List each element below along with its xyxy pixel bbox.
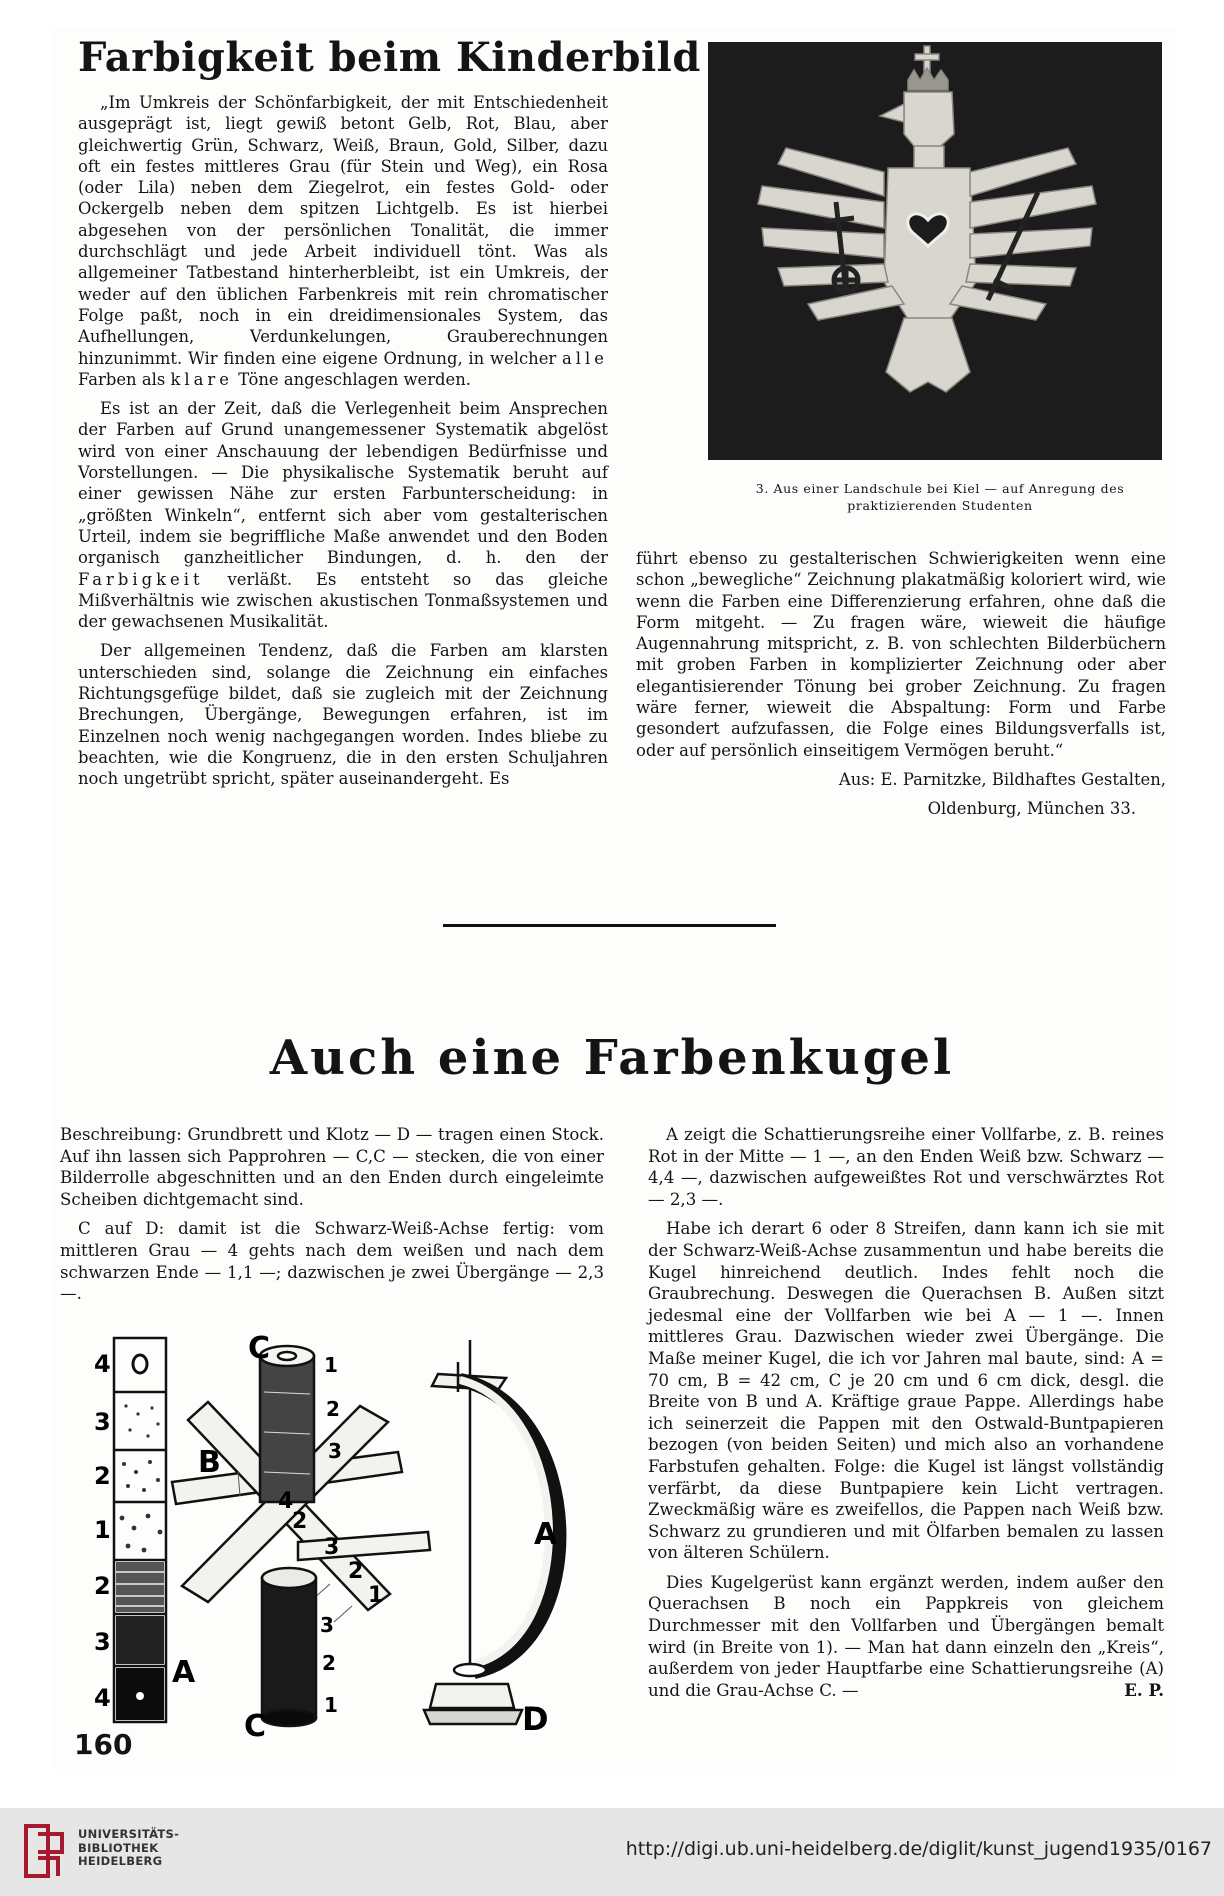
strip-number: 1: [94, 1516, 111, 1544]
label-b: B: [198, 1445, 221, 1480]
c-top-number: 1: [324, 1353, 338, 1377]
article1-paragraph-2: Es ist an der Zeit, daß die Verlegenheit beim Ansprechen der Farben auf Grund unangemessener Systematik abgelöst wird von einer Anschauung der lebendigen Bedürfnisse und Vorstellungen. — Die physikalische Systematik beruht auf einer gewissen Nähe zur ersten Farbunterscheidung: in „größten Winkeln“, entfernt sich aber vom gestalterischen Urteil, indem sie begriffliche Maße anwendet und den Boden organisch ganzheitlicher Bindungen, d. h. den der Farbigkeit verläßt. Es entsteht so das gleiche Mißverhältnis wie zwischen akustischen Tonmaßsystemen und der gewachsenen Musikalität.: [78, 399, 609, 632]
library-footer: [0, 1808, 1224, 1896]
article1-left-column: [78, 92, 608, 798]
label-a-arc: A: [534, 1517, 558, 1552]
strip-number: 3: [94, 1628, 111, 1656]
label-d: D: [522, 1700, 549, 1738]
article-title-farbenkugel: Auch eine Farbenkugel: [269, 1030, 955, 1086]
article2-left-column: [60, 1124, 604, 1313]
page-number: 160: [74, 1728, 133, 1761]
article1-paragraph-1: „Im Umkreis der Schönfarbigkeit, der mit Entschiedenheit ausgeprägt ist, liegt gewiß betont Gelb, Rot, Blau, aber gleichwertig Grün, Schwarz, Weiß, Braun, Gold, Silber, dazu oft ein festes mittleres Grau (für Stein und Weg), ein Rosa (oder Lila) neben dem Ziegelrot, ein festes Gold- oder Ockergelb neben dem spitzen Lichtgelb. Es ist hierbei abgesehen von der persönlichen Tonalität, die immer durchschlägt und jede Arbeit individuell tönt. Was als allgemeiner Tatbestand hinterherbleibt, ist ein Umkreis, der weder auf den üblichen Farbenkreis mit rein chromatischer Folge paßt, noch in ein dreidimensionales System, das Aufhellungen, Verdunkelungen, Grauberechnungen hinzunimmt. Wir finden eine eigene Ordnung, in welcher alle Farben als klare Töne angeschlagen werden.: [78, 93, 608, 389]
eagle-figure-image: [708, 42, 1162, 460]
eagle-photograph: [708, 42, 1162, 460]
label-c-bottom: C: [244, 1709, 267, 1744]
article1-paragraph-4: führt ebenso zu gestalterischen Schwierigkeiten wenn eine schon „bewegliche“ Zeichnung plakatmäßig koloriert wird, wie wenn die Farben eine Differenzierung erfahren, ohne daß die Form mitgeht. — Zu fragen wäre, wieweit die häufige Augennahrung mitspricht, z. B. von schlechten Bilderbüchern mit groben Farben in komplizierter Zeichnung oder aber elegantisierender Tönung bei grober Zeichnung. Zu fragen wäre ferner, wieweit die Abspaltung: Form und Farbe gesondert aufzufassen, die Folge eines Bildungsverfalls ist, oder auf persönlich einseitigem Vermögen beruht.“: [636, 549, 1166, 760]
source-citation-line-2: Oldenburg, München 33.: [927, 799, 1136, 819]
cross-number: 2: [292, 1509, 308, 1534]
source-citation-line-1: Aus: E. Parnitzke, Bildhaftes Gestalten,: [838, 769, 1166, 789]
label-c-top: C: [248, 1331, 271, 1366]
cross-number: 2: [348, 1559, 364, 1584]
section-divider: [443, 924, 776, 927]
author-signature: E. P.: [1124, 1679, 1164, 1700]
article2-right-column: [648, 1124, 1164, 1709]
c-bottom-number: 3: [320, 1613, 334, 1637]
c-bottom-number: 2: [322, 1651, 336, 1675]
diagram-drawing: [94, 1331, 608, 1744]
cross-number: 1: [368, 1583, 384, 1608]
c-top-number: 2: [326, 1397, 340, 1421]
digitization-url-link[interactable]: http://digi.ub.uni-heidelberg.de/diglit/kunst_jugend1935/0167: [625, 1838, 1212, 1860]
c-bottom-number: 1: [324, 1693, 338, 1717]
photo-caption: 3. Aus einer Landschule bei Kiel — auf Anregung des praktizierenden Studenten: [755, 481, 1125, 513]
article2-paragraph-5: Dies Kugelgerüst kann ergänzt werden, indem außer den Querachsen B noch ein Pappkreis von gleichem Durchmesser mit den Vollfarben und Übergängen bemalt wird (in Breite von 1). — Man hat dann einzeln den „Kreis“, außerdem von jeder Hauptfarbe eine Schattierungsreihe (A) und die Grau-Achse C. — E. P.: [648, 1572, 1164, 1700]
c-top-number: 3: [328, 1439, 342, 1463]
article1-paragraph-3: Der allgemeinen Tendenz, daß die Farben am klarsten unterschieden sind, solange die Zeichnung ein einfaches Richtungsgefüge bildet, daß sie zugleich mit der Zeichnung Brechungen, Übergänge, Bewegungen erfahren, ist im Einzelnen noch wenig nachgegangen worden. Indes bliebe zu beachten, wie die Kongruenz, die in den ersten Schuljahren noch ungetrübt spricht, später auseinandergeht. Es: [78, 641, 608, 789]
article2-paragraph-3: A zeigt die Schattierungsreihe einer Vollfarbe, z. B. reines Rot in der Mitte — 1 —, an den Enden Weiß bzw. Schwarz — 4,4 —, dazwischen aufgeweißtes Rot und verschwärztes Rot — 2,3 —.: [648, 1125, 1164, 1209]
cross-number: 4: [278, 1489, 294, 1514]
strip-number: 4: [94, 1350, 111, 1378]
article1-right-column: [636, 548, 1166, 828]
article2-paragraph-4: Habe ich derart 6 oder 8 Streifen, dann kann ich sie mit der Schwarz-Weiß-Achse zusammentun und habe bereits die Kugel hinreichend deutlich. Indes fehlt noch die Graubrechung. Deswegen die Querachsen B. Außen sitzt jedesmal eine der Vollfarben wie bei A — 1 —. Innen mittleres Grau. Dazwischen wieder zwei Übergänge. Die Maße meiner Kugel, die ich vor Jahren mal baute, sind: A = 70 cm, B = 42 cm, C je 20 cm und 6 cm dick, desgl. die Breite von B und A. Kräftige graue Pappe. Allerdings habe ich seinerzeit die Pappen mit den Ostwald-Buntpapieren bezogen (von beiden Seiten) und mich also an vorhandene Farbstufen gehalten. Folge: die Kugel ist längst vollständig verfärbt, da diese Buntpapiere kein Licht vertragen. Zweckmäßig wäre es zweifellos, die Pappen nach Weiß bzw. Schwarz zu grundieren und mit Ölfarben bemalen zu lassen von älteren Schülern.: [648, 1219, 1164, 1563]
article-title-farbigkeit: Farbigkeit beim Kinderbild: [78, 34, 701, 81]
strip-number: 2: [94, 1462, 111, 1490]
strip-number: 2: [94, 1572, 111, 1600]
color-sphere-diagram: [94, 1331, 608, 1744]
article2-paragraph-1: Beschreibung: Grundbrett und Klotz — D — tragen einen Stock. Auf ihn lassen sich Papprohren — C,C — stecken, die von einer Bilderrolle abgeschnitten und an den Enden durch eingeleimte Scheiben dichtgemacht sind.: [60, 1125, 604, 1209]
label-a-strip: A: [172, 1655, 196, 1690]
library-name: UNIVERSITÄTS- BIBLIOTHEK HEIDELBERG: [78, 1827, 180, 1868]
strip-number: 3: [94, 1408, 111, 1436]
cross-number: 3: [324, 1535, 340, 1560]
strip-number: 4: [94, 1684, 111, 1712]
university-library-logo-icon: [24, 1822, 66, 1880]
article2-paragraph-2: C auf D: damit ist die Schwarz-Weiß-Achse fertig: vom mittleren Grau — 4 gehts nach dem weißen und nach dem schwarzen Ende — 1,1 —; dazwischen je zwei Übergänge — 2,3 —.: [60, 1219, 604, 1304]
